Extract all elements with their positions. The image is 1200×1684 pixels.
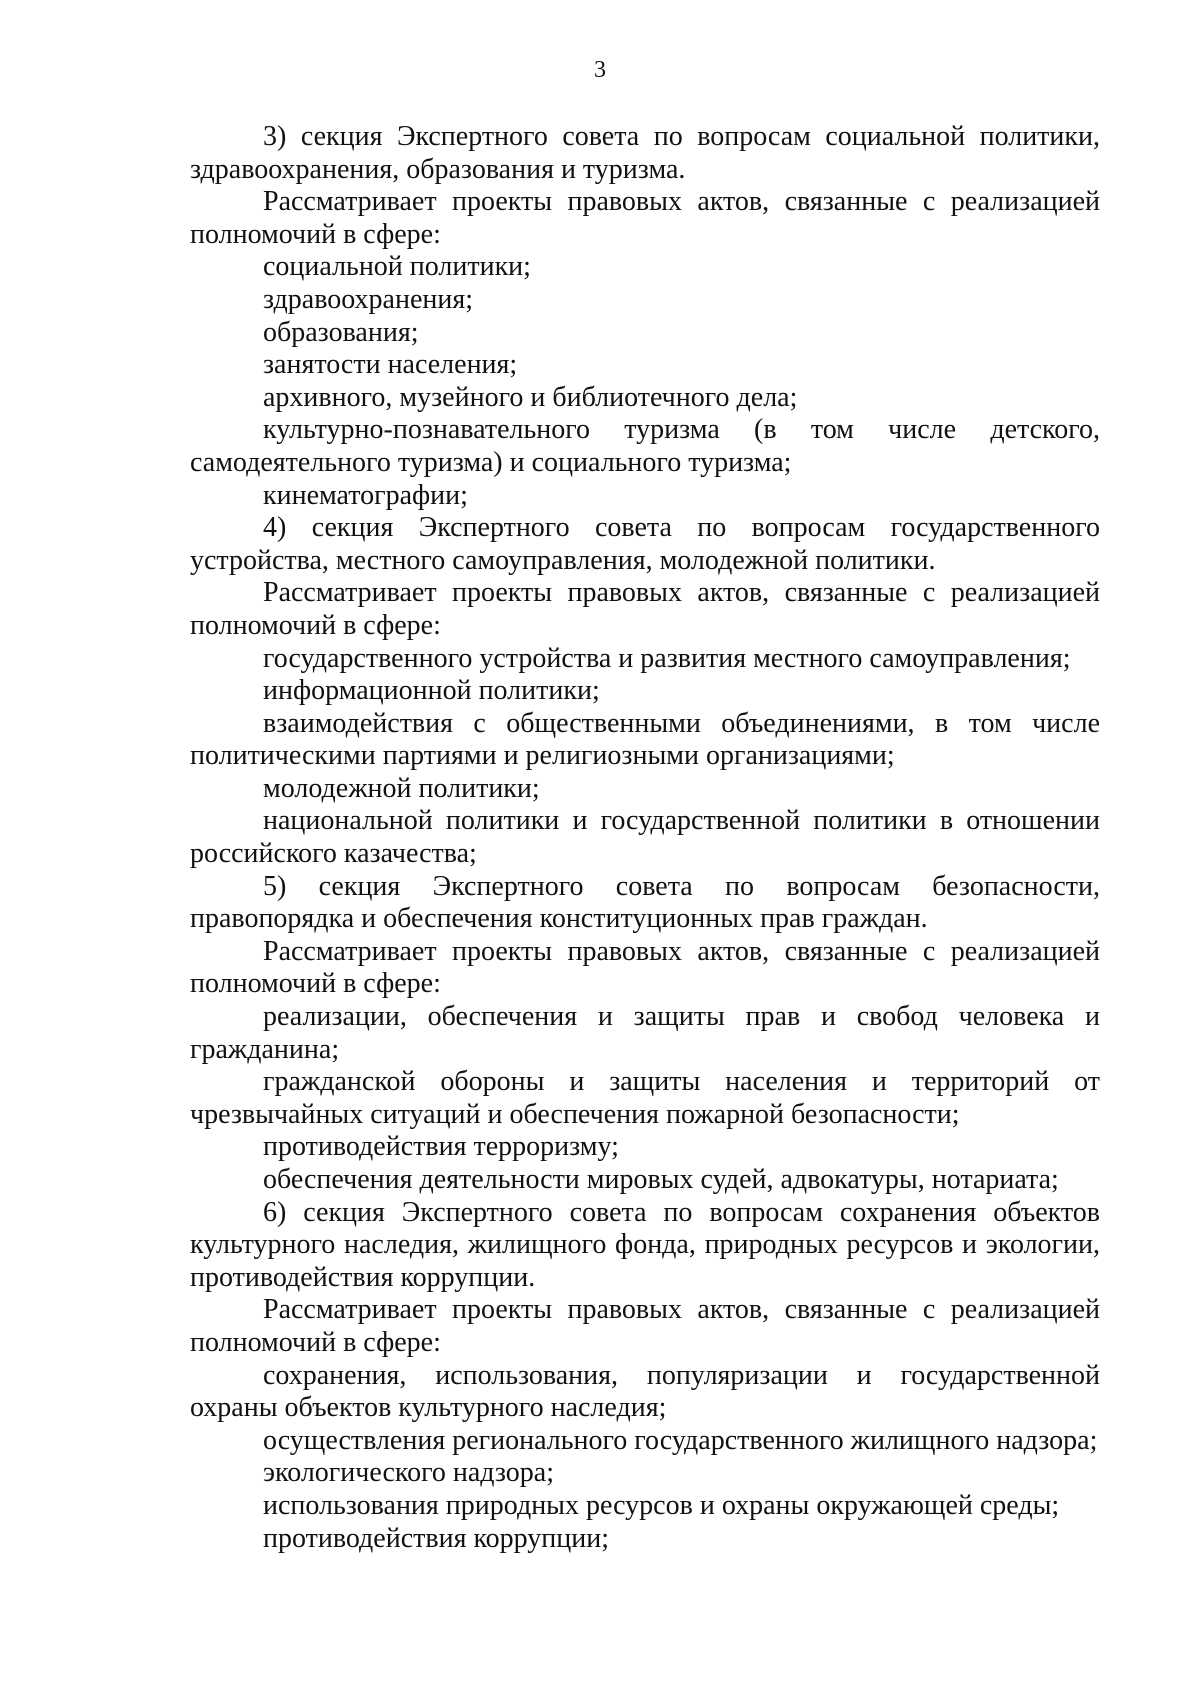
section-6-heading: 6) секция Экспертного совета по вопросам сохранения объектов культурного наследия, жилищного фонда, природных ресурсов и экологии, противодействия коррупции. [190, 1196, 1100, 1293]
section-6-intro: Рассматривает проекты правовых актов, связанные с реализацией полномочий в сфере: [190, 1294, 1100, 1358]
list-item: гражданской обороны и защиты населения и территорий от чрезвычайных ситуаций и обеспечения пожарной безопасности; [190, 1066, 1100, 1130]
list-item: архивного, музейного и библиотечного дела; [263, 381, 798, 413]
document-body [190, 121, 1100, 1555]
list-item: экологического надзора; [263, 1457, 554, 1489]
section-5-heading: 5) секция Экспертного совета по вопросам безопасности, правопорядка и обеспечения конституционных прав граждан. [190, 870, 1100, 935]
list-item: осуществления регионального государственного жилищного надзора; [263, 1424, 1098, 1456]
list-item: социальной политики; [263, 251, 531, 283]
list-item: национальной политики и государственной политики в отношении российского казачества; [190, 805, 1100, 870]
list-item: занятости населения; [263, 349, 518, 381]
section-3-intro: Рассматривает проекты правовых актов, связанные с реализацией полномочий в сфере: [190, 186, 1100, 250]
list-item: сохранения, использования, популяризации и государственной охраны объектов культурного наследия; [190, 1359, 1100, 1424]
list-item: информационной политики; [263, 675, 600, 707]
list-item: использования природных ресурсов и охраны окружающей среды; [263, 1489, 1060, 1521]
list-item: взаимодействия с общественными объединениями, в том числе политическими партиями и религиозными организациями; [190, 707, 1100, 772]
list-item: молодежной политики; [263, 772, 540, 804]
list-item: государственного устройства и развития местного самоуправления; [263, 642, 1071, 674]
list-item: противодействия коррупции; [263, 1522, 609, 1554]
list-item: противодействия терроризму; [263, 1131, 619, 1163]
list-item: здравоохранения; [263, 283, 474, 315]
page-number: 3 [594, 57, 606, 83]
section-4-intro: Рассматривает проекты правовых актов, связанные с реализацией полномочий в сфере: [190, 577, 1100, 641]
section-4-heading: 4) секция Экспертного совета по вопросам государственного устройства, местного самоуправления, молодежной политики. [190, 512, 1100, 576]
list-item: культурно-познавательного туризма (в том числе детского, самодеятельного туризма) и социального туризма; [190, 414, 1100, 478]
list-item: реализации, обеспечения и защиты прав и свобод человека и гражданина; [190, 1001, 1100, 1065]
list-item: кинематографии; [263, 479, 468, 511]
section-5-intro: Рассматривает проекты правовых актов, связанные с реализацией полномочий в сфере: [190, 935, 1100, 1000]
list-item: обеспечения деятельности мировых судей, адвокатуры, нотариата; [263, 1164, 1059, 1195]
list-item: образования; [263, 316, 419, 348]
section-3-heading: 3) секция Экспертного совета по вопросам социальной политики, здравоохранения, образования и туризма. [190, 121, 1100, 185]
